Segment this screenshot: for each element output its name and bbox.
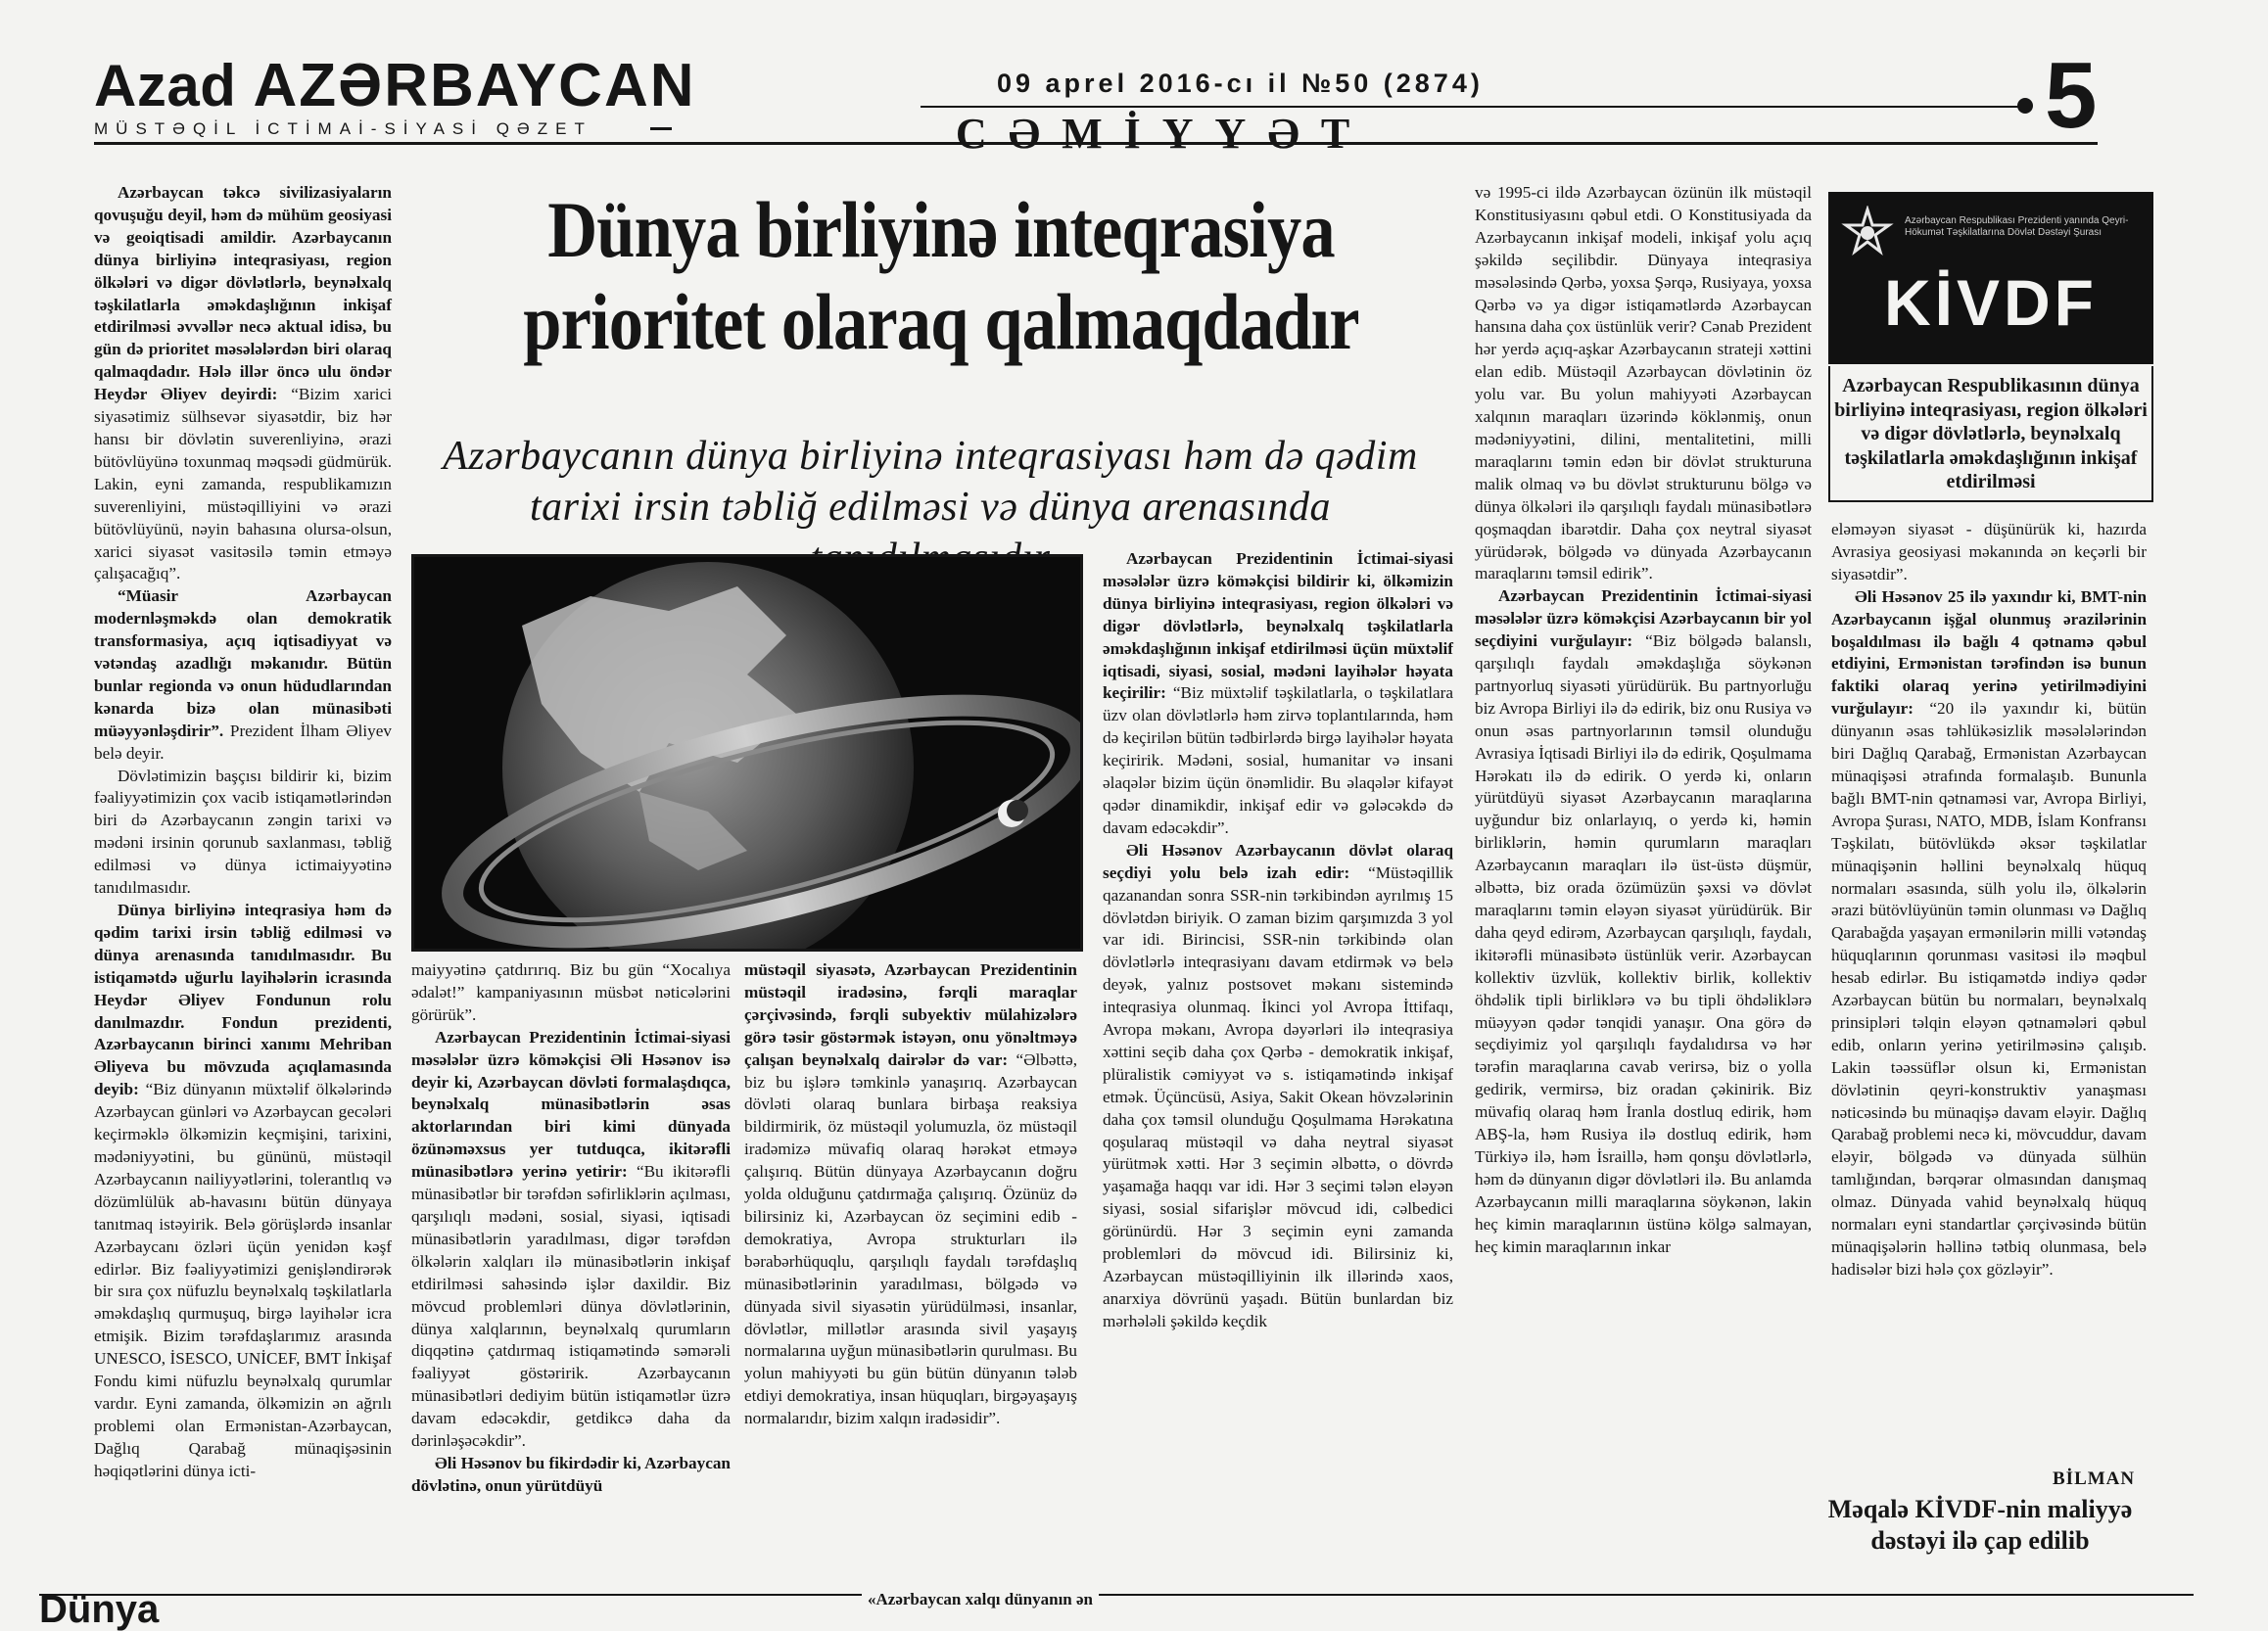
- col6-lead-bold: Əli Həsənov 25 ilə yaxındır ki, BMT-nin Azərbaycanın işğal olunmuş ərazilərinin boşaldılması ilə bağlı 4 qətnamə qəbul etdiyini, Ermənistan tərəfindən isə bunun faktiki olaraq yerinə yetirilmədiyini vurğulayır:: [1831, 586, 2147, 719]
- dateline-rule: [921, 106, 2027, 108]
- headline-line2: prioritet olaraq qalmaqdadır: [523, 277, 1359, 366]
- next-article-fragment: Dünya: [39, 1588, 160, 1631]
- col1-lead-bold: Azərbaycan təkcə sivilizasiyaların qovuşuğu deyil, həm də mühüm geosiyasi və geoiqtisadi amildir. Azərbaycanın dünya birliyinə inteqrasiyası, region ölkələri və digər dövlətlərlə, beynəlxalq təşkilatlarla əməkdaşlığının inkişaf etdirilməsi əvvəllər necə aktual idisə, bu gün də prioritet məsələlərdən biri olaraq qalmaqdadır. Hələ illər öncə ulu öndər Heydər Əliyev deyirdi:: [94, 183, 392, 404]
- page-number: 5: [2045, 43, 2098, 148]
- kivdf-logo-text: KİVDF: [1884, 266, 2098, 339]
- headline-line1: Dünya birliyinə inteqrasiya: [547, 185, 1335, 274]
- col6-paragraph-1: eləməyən siyasət - düşünürük ki, hazırda Avrasiya geosiyasi məkanında ən keçərli bir siyasətdir”.: [1831, 520, 2147, 583]
- author-signature: BİLMAN: [2053, 1468, 2136, 1489]
- col2-last-bold: Əli Həsənov bu fikirdədir ki, Azərbaycan dövlətinə, onun yürütdüyü: [411, 1453, 731, 1495]
- col2-paragraph-1: maiyyətinə çatdırırıq. Biz bu gün “Xocalıya ədalət!” kampaniyasının müsbət nəticələrini görürük”.: [411, 960, 731, 1024]
- kivdf-caption: Azərbaycan Respublikasının dünya birliyinə inteqrasiyası, region ölkələri və digər dövlətlərlə, beynəlxalq təşkilatlarla əməkdaşlığının inkişaf etdirilməsi: [1828, 366, 2153, 502]
- kivdf-logo-small-text: Azərbaycan Respublikası Prezidenti yanında Qeyri-Hökumət Təşkilatlarına Dövlət Dəstəyi Şurası: [1905, 215, 2129, 238]
- article-column-5: [1475, 182, 1812, 1259]
- col3-quote: “Əlbəttə, biz bu işlərə təmkinlə yanaşırıq. Azərbaycan dövləti olaraq bunlara birbaşa reaksiya bildirmirik, öz müstəqil yolumuzla, öz müstəqil iradəmizə müvafiq olaraq hərəkət etməyə çalışırıq. Bütün dünyaya Azərbaycanın doğru yolda olduğunu çatdırmağa çalışırıq. Özünüz də bilirsiniz ki, Azərbaycan öz seçimini edib - demokratiya, Avropa strukturları ilə bərabərhüquqlu, qarşılıqlı faydalı tərəfdaşlıq münasibətlərinin yaradılması, bölgədə və dünyada sivil siyasətin yürüdülməsi, insanlar, dövlətlər, millətlər arasında sivil yaşayış normalarına uyğun münasibətlərin qurulması. Bu yolun mahiyyəti bu gün bütün dünyanın tələb etdiyi demokratiya, insan hüquqları, birgəyaşayış normalarıdır, bizim xalqın iradəsidir”.: [744, 1049, 1078, 1428]
- col1-subhead-bold: Dünya birliyinə inteqrasiya həm də qədim tarixi irsin təbliğ edilməsi və dünya arenasında tanıdılmasıdır. Bu istiqamətdə uğurlu layihələrin icrasında Heydər Əliyev Fondunun rolu danılmazdır. Fondun prezidenti, Azərbaycanın birinci xanımı Mehriban Əliyeva bu mövzuda açıqlamasında deyib:: [94, 901, 392, 1099]
- col1-attribution: Prezident İlham Əliyev belə deyir.: [94, 721, 392, 763]
- funding-credit: Məqalə KİVDF-nin maliyyə dəstəyi ilə çap edilib: [1827, 1495, 2133, 1555]
- col5-quote: “Biz bölgədə balanslı, qarşılıqlı faydalı əməkdaşlığa söykənən partnyorluq siyasəti yürüdürük. Bu partnyorluğu biz Avropa Birliyi ilə də edirik, biz onu Rusiya və onun əsas partnyorlarının təmsil olunduğu Avrasiya İqtisadi Birliyi ilə də edirik, Qoşulmama Hərəkatı ilə də edirik. O yerdə ki, onların yürütdüyü siyasət Azərbaycanın maraqlarına uyğundur biz onlarlayıq, o yerdə ki, həmin birliklərin, həmin qurumların maraqları Azərbaycanın maraqları ilə üst-üstə düşmür, əlbəttə, biz orada özümüzün şəxsi və dövlət maraqlarını təmin eləyən siyasət yürüdürük. Bir daha qeyd edirəm, Azərbaycan qarşılıqlı, faydalı, ikitərəfli münasibətə üstünlük verir. Azərbaycan kollektiv üzvlük, kollektiv birlik, kollektiv öhdəlik tipli birliklərə və bu tipli öhdəliklərə müəyyən qədər tənqidi yanaşır. Ona görə də seçdiyimiz yol qarşılıqlı faydalıdırsa və hər tərəfin maraqlarına cavab verirsə, biz o yolla gedirik, vermirsə, biz oradan çəkinirik. Biz müvafiq olaraq həm İranla dostluq edirik, həm ABŞ-la, həm Rusiya ilə dostluq edirik, həm Türkiyə ilə, həm İsraillə, həm qonşu dövlətlərlə, həm də dünyanın digər dövlətləri ilə. Bu anlamda Azərbaycanın milli maraqlarına söykənən, lakin heç kimin maraqlarının üstünə kölgə salmayan, heç kimin maraqlarının inkar: [1475, 631, 1812, 1256]
- masthead-subtitle: MÜSTƏQİL İCTİMAİ-SİYASİ QƏZET: [94, 119, 650, 139]
- article-illustration: [411, 554, 1083, 952]
- col1-paragraph-3: Dövlətimizin başçısı bildirir ki, bizim fəaliyyətimizin çox vacib istiqamətlərindən biri də Azərbaycanın zəngin tarixi və mədəni irsinin qorunub saxlanması, təbliğ edilməsi və dünya ictimaiyyətinə tanıdılmasıdır.: [94, 766, 392, 898]
- col2-lead-bold: Azərbaycan Prezidentinin İctimai-siyasi məsələlər üzrə köməkçisi Əli Həsənov isə deyir ki, Azərbaycan dövləti formalaşdıqca, beynəlxalq münasibətlərin əsas aktorlarından biri kimi dünyada özünəməxsus yer tutduqca, ikitərəfli münasibətlərə yerinə yetirir:: [411, 1027, 731, 1182]
- col2-quote: “Bu ikitərəfli münasibətlər bir tərəfdən səfirliklərin açılması, qarşılıqlı mədəni, sosial, siyasi, iqtisadi münasibətlərin yaradılması, digər tərəfdən ölkələrin xalqları ilə münasibətlərin inkişaf etdirilməsi sahəsində işlər daxildir. Biz mövcud problemləri dünya dövlətlərinin, dünya xalqlarının, beynəlxalq qurumların diqqətinə çatdırmaq istiqamətində səmərəli fəaliyyət göstəririk. Azərbaycanın münasibətləri dediyim bütün istiqamətlər üzrə davam edəcəkdir, getdikcə daha da dərinləşəcəkdir”.: [411, 1162, 731, 1451]
- masthead-title: [94, 52, 696, 119]
- headline: [499, 184, 1384, 368]
- kivdf-logo-box: [1828, 192, 2153, 364]
- star-emblem-icon: [1840, 206, 1895, 260]
- col5-lead-bold: Azərbaycan Prezidentinin İctimai-siyasi məsələlər üzrə köməkçisi Azərbaycanın bir yol seçdiyini vurğulayır:: [1475, 586, 1812, 651]
- next-article-quote: «Azərbaycan xalqı dünyanın ən: [862, 1590, 1099, 1609]
- col3-lead-bold: müstəqil siyasətə, Azərbaycan Prezidentinin müstəqil iradəsinə, fərqli maraqlar çərçivəsində, fərqli subyektiv mülahizələrə görə təsir göstərmək istəyən, onu yönəltməyə çalışan beynəlxalq dairələr də var:: [744, 960, 1077, 1069]
- col5-paragraph-1: və 1995-ci ildə Azərbaycan özünün ilk müstəqil Konstitusiyasını qəbul etdi. O Konstitusiyada da Azərbaycanın inkişaf modeli, inkişaf yolu açıq şəkildə seçilibdir. Dünyaya inteqrasiya məsələsində Qərbə, yoxsa Şərqə, Rusiyaya, yoxsa Qərbə və ya digər istiqamətlərdə Azərbaycan hansına daha çox üstünlük verir? Cənab Prezident hər yerdə açıq-aşkar Azərbaycanın strateji xəttini elan edib. Müstəqil Azərbaycan dövlətinin öz yolu var. Bu yolun mahiyyəti Azərbaycan xalqının maraqları üzərində köklənmiş, onun mədəniyyətini, dilini, mentalitetini, milli maraqlarını təmin edən bir dövlət strukturuna malik olmaq və bu dövlət strukturunu bölgə və dünya ölkələri ilə qarşılıqlı faydalı münasibətlərə qoşmaqdan ibarətdir. Daha çox neytral siyasət yürüdərək, bölgədə və dünyada Azərbaycanın maraqlarını təmsil edirik”.: [1475, 183, 1812, 583]
- col4-lead-bold: Azərbaycan Prezidentinin İctimai-siyasi məsələlər üzrə köməkçisi bildirir ki, ölkəmizin dünya birliyinə inteqrasiyası, region ölkələri və digər dövlətlərlə, beynəlxalq təşkilatlarla əməkdaşlığının inkişaf etdirilməsi üçün müxtəlif iqtisadi, siyasi, sosial, mədəni layihələr həyata keçirilir:: [1103, 549, 1453, 703]
- article-column-4: [1103, 548, 1453, 1333]
- article-column-6: [1831, 519, 2147, 1282]
- dateline: 09 aprel 2016-cı il №50 (2874): [997, 69, 1484, 98]
- article-column-1: [94, 182, 392, 1483]
- col1-quote-2: “Biz dünyanın müxtəlif ölkələrində Azərbaycan günləri və Azərbaycan gecələri keçirməklə ölkəmizin keçmişini, tarixini, mədəniyyətini, bu gününü, müstəqil Azərbaycanın nailiyyətlərini, tolerantlıq və dözümlülük ab-havasını bütün dünyaya tanıtmaq istəyirik. Belə görüşlərdə insanlar Azərbaycanı özləri üçün yenidən kəşf edirlər. Biz fəaliyyətimizi genişləndirərək bir sıra çox nüfuzlu beynəlxalq təşkilatlarla əməkdaşlıq qurmuşuq, birgə layihələr icra etmişik. Bizim tərəfdaşlarımız arasında UNESCO, İSESCO, UNİCEF, BMT İnkişaf Fondu kimi nüfuzlu beynəlxalq qurumlar vardır. Eyni zamanda, ölkəmizin ən ağrılı problemi olan Ermənistan-Azərbaycan, Dağlıq Qarabağ münaqişəsinin həqiqətlərini dünya icti-: [94, 1080, 392, 1480]
- planet-ring-image: [414, 557, 1080, 949]
- col1-quote-bold: “Müasir Azərbaycan modernləşməkdə olan demokratik transformasiya, açıq iqtisadiyyat və vətəndaş azadlığı məkanıdır. Bütün bunlar regionda və onun hüdudlarından kənarda bizə olan münasibəti müəyyənləşdirir”.: [94, 586, 392, 740]
- article-column-3: [744, 959, 1077, 1430]
- col4-quote: “Biz müxtəlif təşkilatlarla, o təşkilatlara üzv olan dövlətlərlə həm zirvə toplantılarında, həm də keçirilən bütün tədbirlərdə birgə layihələr həyata keçiririk. Mədəni, sosial, humanitar və insani əlaqələr bizim üçün önəmlidir. Bu əlaqələr kifayət qədər dinamikdir, inkişaf edir və gələcəkdə də davam edəcəkdir”.: [1103, 683, 1453, 837]
- col6-quote: “20 ilə yaxındır ki, bütün dünyanın əsas təhlükəsizlik məsələlərindən biri Dağlıq Qarabağ, Ermənistan Azərbaycan münaqişəsi ətrafında formalaşıb. Bununla bağlı BMT-nin qətnaməsi var, Avropa Birliyi, Avropa Şurası, NATO, MDB, İslam Konfransı Təşkilatı, bütövlükdə əksər təşkilatlar münaqişənin həllini beynəlxalq hüquq normaları əsasında, sülh yolu ilə, ölkələrin ərazi bütövlüyünün təmin olunması və Dağlıq Qarabağda yaşayan ermənilərin milli vətəndaş hüquqlarının qorunması vasitəsi ilə məqbul hesab edirlər. Bu istiqamətdə indiyə qədər Azərbaycan bütün bu normaları, beynəlxalq prinsipləri təlqin eləyən qətnamələri qəbul edib, onların yerinə yetirilməsinə çalışıb. Lakin təəssüflər olsun ki, Ermənistan dövlətinin qeyri-konstruktiv yanaşması nəticəsində bu münaqişə davam eləyir. Dağlıq Qarabağ problemi necə ki, mövcuddur, davam eləyir, bölgədə və dünyada sülhün tamlığından, bərqərar olmasından danışmaq olmaz. Dünyada vahid beynəlxalq hüquq normaları eyni standartlar çərçivəsində bütün münaqişələrin həllinə tətbiq olunmasa, belə hadisələr bizi hələ çox gözləyir”.: [1831, 699, 2147, 1279]
- article-column-2: [411, 959, 731, 1498]
- col4-subhead-bold: Əli Həsənov Azərbaycanın dövlət olaraq seçdiyi yolu belə izah edir:: [1103, 840, 1453, 882]
- col1-quote: “Bizim xarici siyasətimiz sülhsevər siyasətdir, biz hər hansı bir dövlətin suverenliyinə, ərazi bütövlüyünə toxunmaq məqsədi güdmürük. Lakin, eyni zamanda, respublikamızın suverenliyini, müstəqilliyini və ərazi bütövlüyünü, nəyin bahasına olursa-olsun, xarici siyasət vasitəsilə təmin etməyə çalışacağıq”.: [94, 385, 392, 583]
- masthead-title-part2: AZƏRBAYCAN: [253, 52, 696, 119]
- masthead-title-part1: Azad: [94, 53, 254, 118]
- bottom-rule: [39, 1594, 2194, 1596]
- section-title: CƏMİYYƏT: [955, 110, 1372, 158]
- deck-line1: Azərbaycanın dünya birliyinə inteqrasiyası həm də qədim: [443, 434, 1418, 479]
- deck-line2: tarixi irsin təbliğ edilməsi və dünya arenasında: [529, 485, 1331, 530]
- col4-quote-2: “Müstəqillik qazanandan sonra SSR-nin tərkibindən ayrılmış 15 dövlətdən biriyik. O zaman bizim qarşımızda 3 yol var idi. Birincisi, SSR-nin tərkibində olan dövlətlərlə inteqrasiyanı davam etdirmək və belə deyək, yalnız postsovet məkanı sistemində inteqrasiya olunmaq. İkinci yol Avropa İttifaqı, Avropa məkanı, Avropa dəyərləri ilə inteqrasiya xəttini seçib daha çox Qərbə - demokratik inkişaf, plüralistik cəmiyyət və s. istiqamətində inkişaf etmək. Üçüncüsü, Asiya, Sakit Okean hövzələrinin daha çox təmsil olunduğu Qoşulmama Hərəkatına qoşularaq müstəqil və daha neytral siyasət yürütmək xətti. Hər 3 seçimin əlbəttə, o dövrdə yaşamağa haqqı var idi. Hər 3 seçimi tələn eləyən siyasi, sosial sifarişlər mövcud idi, cəlbedici görünürdü. Hər 3 seçimin eyni zamanda problemləri də mövcud idi. Bilirsiniz ki, Azərbaycan müstəqilliyinin ilk illərində xaos, anarxiya dövrünü yaşadı. Bütün bunlardan biz mərhələli şəkildə keçdik: [1103, 862, 1453, 1330]
